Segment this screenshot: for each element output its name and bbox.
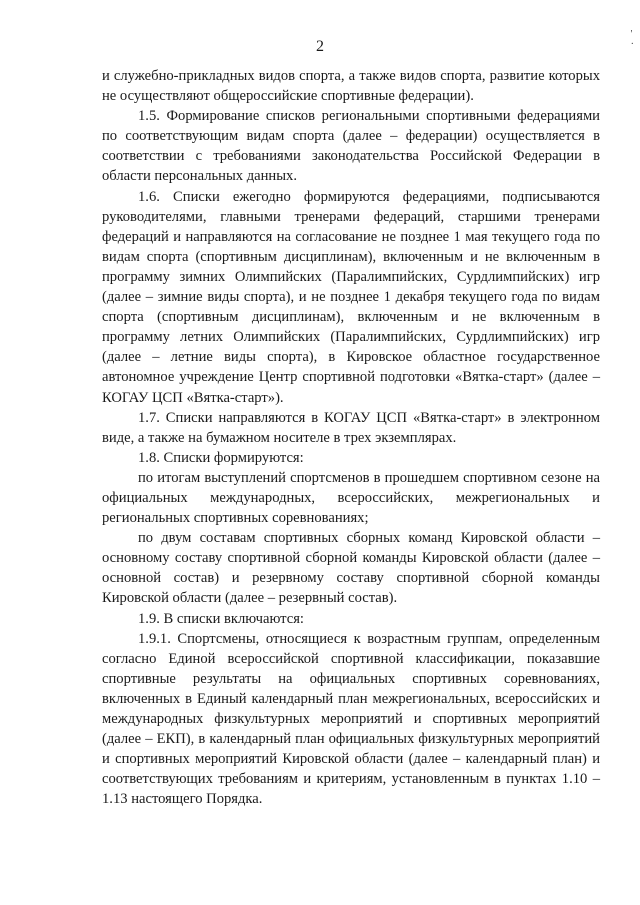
paragraph: и служебно-прикладных видов спорта, а также видов спорта, развитие которых не осуществляют общероссийские спортивные федерации). <box>102 68 600 105</box>
paragraph-1-5: 1.5. Формирование списков региональными спортивными федерациями по соответствующим видам спорта (далее – федерации) осуществляется в соответствии с требованиями законодательства Российской Федерации в области персональных данных. <box>102 108 600 185</box>
paragraph-1-8: 1.8. Списки формируются: <box>138 449 304 466</box>
corner-mark: ' <box>630 29 633 40</box>
paragraph-1-9-1: 1.9.1. Спортсмены, относящиеся к возрастным группам, определенным согласно Единой всероссийской спортивной классификации, показавшие спортивные результаты на официальных спортивных соревнованиях, включенных в Единый календарный план межрегиональных, всероссийских и международных физкультурных мероприятий и спортивных мероприятий (далее – ЕКП), в календарный план официальных физкультурных мероприятий и спортивных мероприятий Кировской области (далее – календарный план) и соответствующих требованиям и критериям, установленным в пунктах 1.10 – 1.13 настоящего Порядка. <box>102 630 600 808</box>
document-body <box>102 66 600 809</box>
paragraph-1-6: 1.6. Списки ежегодно формируются федерациями, подписываются руководителями, главными тренерами федераций, старшими тренерами федераций и направляются на согласование не позднее 1 мая текущего года по видам спорта (спортивным дисциплинам), включенным и не включенным в программу зимних Олимпийских (Паралимпийских, Сурдлимпийских) игр (далее – зимние виды спорта), и не позднее 1 декабря текущего года по видам спорта (спортивным дисциплинам), включенным и не включенным в программу летних Олимпийских (Паралимпийских, Сурдлимпийских) игр (далее – летние виды спорта), в Кировское областное государственное автономное учреждение Центр спортивной подготовки «Вятка-старт» (далее – КОГАУ ЦСП «Вятка-старт»). <box>102 188 600 406</box>
paragraph-1-9: 1.9. В списки включаются: <box>138 610 304 627</box>
paragraph-1-8-item-1: по итогам выступлений спортсменов в прошедшем спортивном сезоне на официальных международных, всероссийских, межрегиональных и региональных спортивных соревнованиях; <box>102 469 600 527</box>
corner-marks <box>631 30 634 50</box>
paragraph-1-8-item-2: по двум составам спортивных сборных команд Кировской области – основному составу спортивной сборной команды Кировской области (далее – основной состав) и резервному составу спортивной сборной команды Кировской области (далее – резервный состав). <box>102 530 600 607</box>
paragraph-1-7: 1.7. Списки направляются в КОГАУ ЦСП «Вятка-старт» в электронном виде, а также на бумажном носителе в трех экземплярах. <box>102 409 600 446</box>
corner-mark: · <box>630 39 634 50</box>
page-number: 2 <box>316 38 324 55</box>
